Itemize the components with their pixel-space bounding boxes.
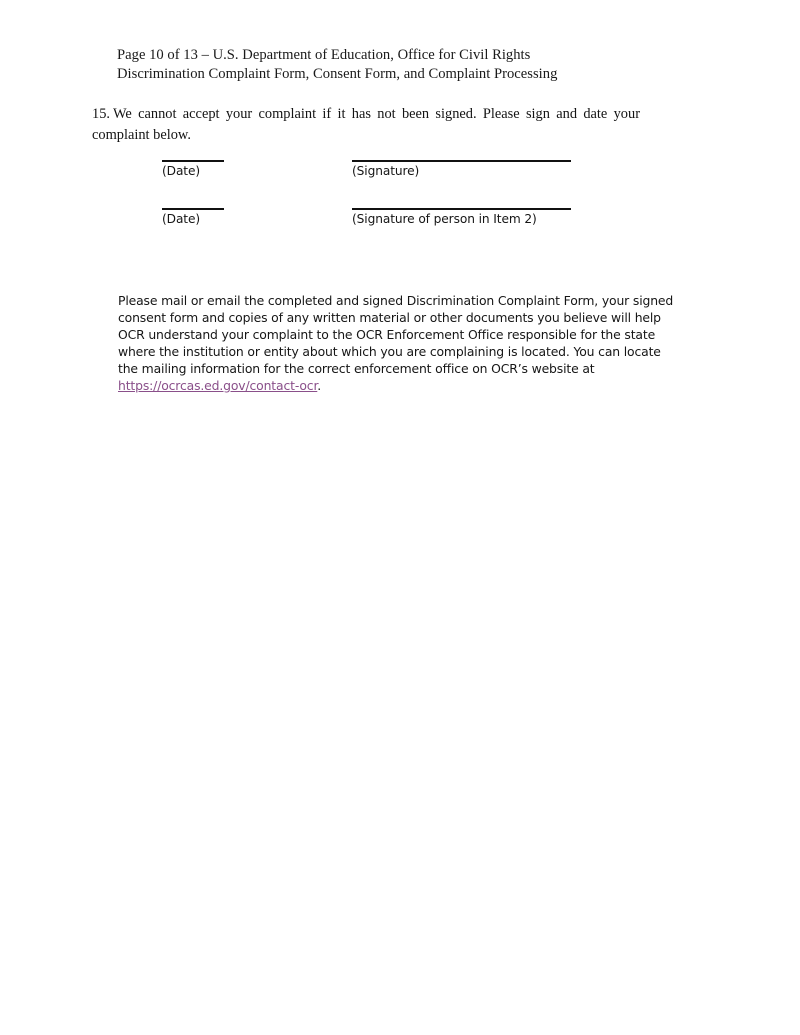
signature-label-1: (Signature) (352, 164, 420, 178)
signature-field-1[interactable] (352, 160, 571, 179)
closing-paragraph-trailing: . (317, 378, 322, 393)
closing-paragraph-text: Please mail or email the completed and signed Discrimination Complaint Form, your signed consent form and copies of any written material or other documents you believe will help OCR understand your complaint to the OCR Enforcement Office responsible for the state where the institution or entity about which you are complaining is located. You can locate the mailing information for the correct enforcement office on OCR’s website at (118, 293, 674, 376)
closing-paragraph (118, 292, 684, 394)
date-field-1[interactable] (162, 160, 224, 179)
signature-row-1 (0, 160, 800, 208)
signature-block (0, 160, 800, 256)
header-line-2: Discrimination Complaint Form, Consent Form, and Complaint Processing (117, 65, 558, 82)
date-field-2[interactable] (162, 208, 224, 227)
date-label-2: (Date) (162, 212, 201, 226)
header-line-1: Page 10 of 13 – U.S. Department of Education, Office for Civil Rights (117, 47, 531, 63)
signature-field-2[interactable] (352, 208, 571, 227)
page-header (117, 46, 717, 83)
ocr-contact-link[interactable]: https://ocrcas.ed.gov/contact-ocr (118, 378, 318, 393)
item-15-number: 15. (92, 106, 110, 122)
signature-label-2: (Signature of person in Item 2) (352, 212, 537, 226)
item-15-text: We cannot accept your complaint if it has not been signed. Please sign and date your complaint below. (92, 106, 640, 143)
date-label-1: (Date) (162, 164, 201, 178)
item-15-paragraph (92, 104, 640, 145)
signature-row-2 (0, 208, 800, 256)
